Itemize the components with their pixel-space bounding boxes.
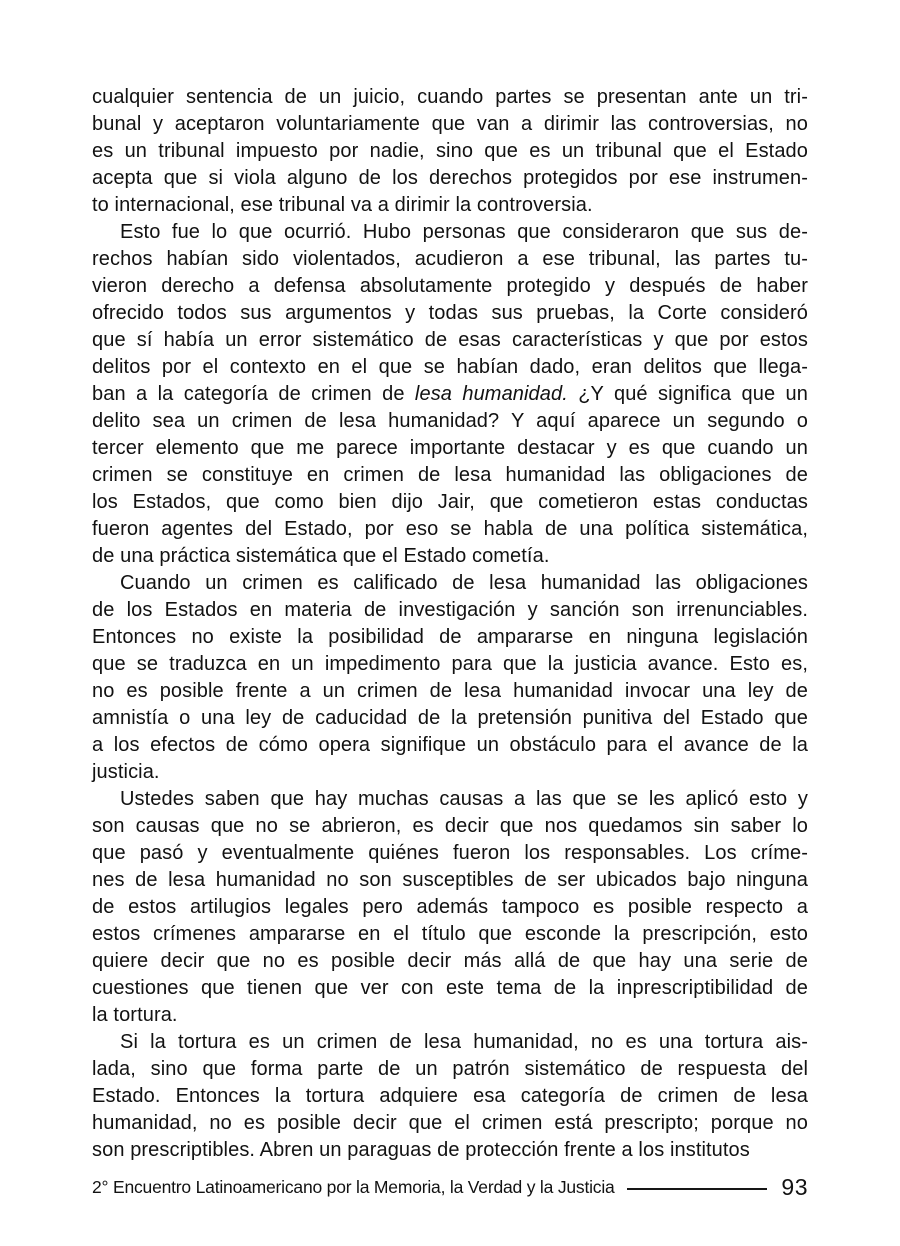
text-line: fueron agentes del Estado, por eso se habla de una política sistemática, xyxy=(92,518,808,540)
text-line: quiere decir que no es posible decir más allá de que hay una serie de xyxy=(92,950,808,972)
text-line: que pasó y eventualmente quiénes fueron los responsables. Los críme- xyxy=(92,842,808,864)
text-line: a los efectos de cómo opera signifique un obstáculo para el avance de la xyxy=(92,734,808,756)
italic-phrase: lesa humanidad. xyxy=(414,383,568,405)
footer-label: 2° Encuentro Latinoamericano por la Memoria, la Verdad y la Justicia xyxy=(92,1176,615,1197)
text-line: es un tribunal impuesto por nadie, sino que es un tribunal que el Estado xyxy=(92,140,808,162)
page-footer xyxy=(92,1172,808,1202)
text-line: cuestiones que tienen que ver con este tema de la inprescriptibilidad de xyxy=(92,977,808,999)
text-line: la tortura. xyxy=(92,1004,178,1026)
text-line: de una práctica sistemática que el Estado cometía. xyxy=(92,545,550,567)
text-segment: ban a la categoría de crimen de xyxy=(92,383,415,405)
text-line: ofrecido todos sus argumentos y todas sus pruebas, la Corte consideró xyxy=(92,302,808,324)
page-number: 93 xyxy=(781,1173,808,1200)
text-line: amnistía o una ley de caducidad de la pretensión punitiva del Estado que xyxy=(92,707,808,729)
text-line: nes de lesa humanidad no son susceptibles de ser ubicados bajo ninguna xyxy=(92,869,808,891)
text-line: bunal y aceptaron voluntariamente que van a dirimir las controversias, no xyxy=(92,113,808,135)
text-line: delitos por el contexto en el que se habían dado, eran delitos que llega- xyxy=(92,356,808,378)
page-body xyxy=(92,84,808,1164)
text-line: no es posible frente a un crimen de lesa humanidad invocar una ley de xyxy=(92,680,808,702)
text-line: Entonces no existe la posibilidad de ampararse en ninguna legislación xyxy=(92,626,808,648)
text-line xyxy=(92,381,808,408)
text-line: son prescriptibles. Abren un paraguas de protección frente a los institutos xyxy=(92,1139,750,1161)
text-line: de estos artilugios legales pero además tampoco es posible respecto a xyxy=(92,896,808,918)
text-line: rechos habían sido violentados, acudieron a ese tribunal, las partes tu- xyxy=(92,248,808,270)
text-line: los Estados, que como bien dijo Jair, que cometieron estas conductas xyxy=(92,491,808,513)
text-line: vieron derecho a defensa absolutamente protegido y después de haber xyxy=(92,275,808,297)
text-line: de los Estados en materia de investigación y sanción son irrenunciables. xyxy=(92,599,808,621)
footer-rule xyxy=(627,1188,768,1190)
text-line: to internacional, ese tribunal va a dirimir la controversia. xyxy=(92,194,593,216)
text-line: cualquier sentencia de un juicio, cuando partes se presentan ante un tri- xyxy=(92,86,808,108)
text-line: Cuando un crimen es calificado de lesa humanidad las obligaciones xyxy=(120,572,808,594)
text-line: delito sea un crimen de lesa humanidad? Y aquí aparece un segundo o xyxy=(92,410,808,432)
text-line: acepta que si viola alguno de los derechos protegidos por ese instrumen- xyxy=(92,167,808,189)
text-line: tercer elemento que me parece importante destacar y es que cuando un xyxy=(92,437,808,459)
text-line: Esto fue lo que ocurrió. Hubo personas que consideraron que sus de- xyxy=(120,221,808,243)
text-line: que sí había un error sistemático de esas características y que por estos xyxy=(92,329,808,351)
text-line: Si la tortura es un crimen de lesa humanidad, no es una tortura ais- xyxy=(120,1031,808,1053)
text-line: lada, sino que forma parte de un patrón sistemático de respuesta del xyxy=(92,1058,808,1080)
text-line: Estado. Entonces la tortura adquiere esa categoría de crimen de lesa xyxy=(92,1085,808,1107)
text-segment: ¿Y qué significa que un xyxy=(567,383,808,405)
text-line: estos crímenes ampararse en el título que esconde la prescripción, esto xyxy=(92,923,808,945)
text-line: son causas que no se abrieron, es decir que nos quedamos sin saber lo xyxy=(92,815,808,837)
text-line: crimen se constituye en crimen de lesa humanidad las obligaciones de xyxy=(92,464,808,486)
text-line: humanidad, no es posible decir que el crimen está prescripto; porque no xyxy=(92,1112,808,1134)
text-line: Ustedes saben que hay muchas causas a las que se les aplicó esto y xyxy=(120,788,808,810)
text-line: justicia. xyxy=(92,761,160,783)
text-line: que se traduzca en un impedimento para que la justicia avance. Esto es, xyxy=(92,653,808,675)
